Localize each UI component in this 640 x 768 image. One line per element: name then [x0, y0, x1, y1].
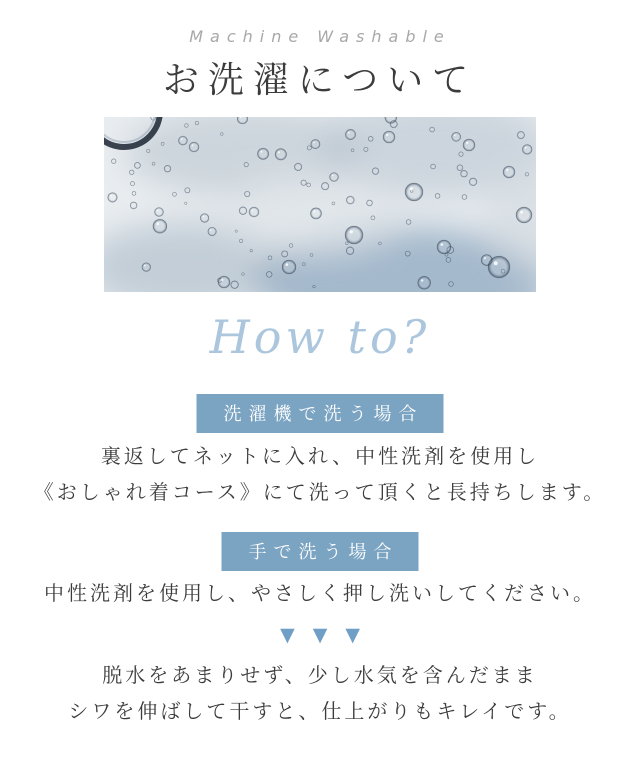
water-droplets-illustration	[104, 117, 536, 292]
machine-wash-instructions	[0, 438, 640, 510]
eyebrow-text: Machine Washable	[189, 27, 451, 46]
instruction-line: 脱水をあまりせず、少し水気を含んだまま	[102, 663, 538, 687]
down-arrow-icon: ▼	[312, 624, 328, 646]
instruction-line: 裏返してネットに入れ、中性洗剤を使用し	[100, 444, 540, 468]
page-title: お洗濯について	[162, 60, 478, 101]
down-arrows-divider	[0, 624, 640, 646]
down-arrow-icon: ▼	[345, 624, 360, 646]
instruction-line: 中性洗剤を使用し、やさしく押し洗いしてください。	[44, 581, 596, 605]
badge-machine-wash: 洗濯機で洗う場合	[197, 394, 444, 433]
hand-wash-instructions	[0, 575, 640, 611]
down-arrow-icon: ▼	[280, 624, 295, 646]
instruction-line: シワを伸ばして干すと、仕上がりもキレイです。	[68, 699, 572, 723]
how-to-heading: How to?	[209, 310, 431, 364]
drying-tip	[0, 657, 640, 729]
instruction-line: 《おしゃれ着コース》にて洗って頂くと長持ちします。	[33, 480, 607, 504]
water-droplets-image	[104, 117, 536, 292]
badge-hand-wash: 手で洗う場合	[222, 532, 419, 571]
